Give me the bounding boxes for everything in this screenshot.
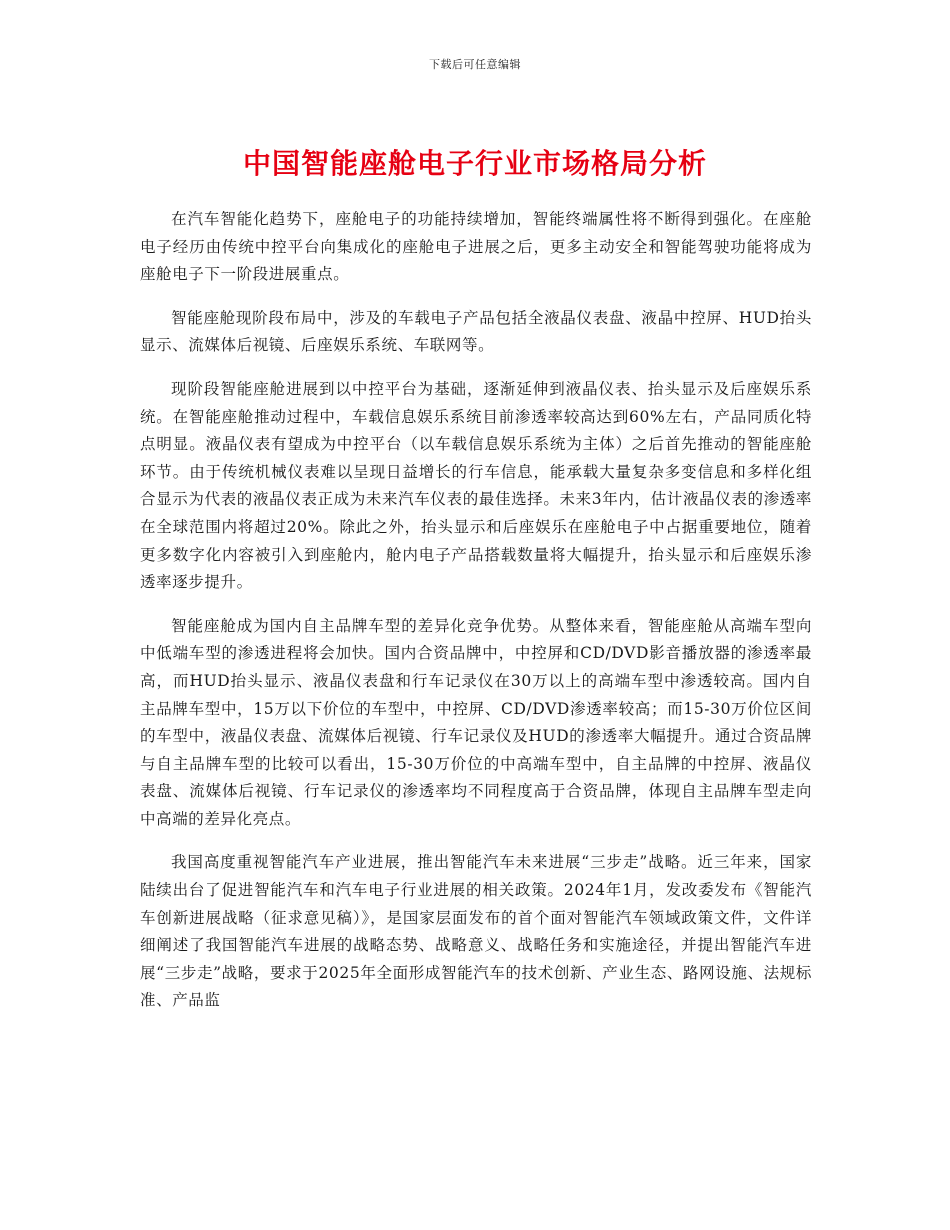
page-title: 中国智能座舱电子行业市场格局分析 xyxy=(242,147,707,180)
paragraph-1: 在汽车智能化趋势下，座舱电子的功能持续增加，智能终端属性将不断得到强化。在座舱电子经历由传统中控平台向集成化的座舱电子进展之后，更多主动安全和智能驾驶功能将成为座舱电子下一阶段进展重点。 xyxy=(140,210,812,284)
paragraph-2: 智能座舱现阶段布局中，涉及的车载电子产品包括全液晶仪表盘、液晶中控屏、HUD抬头显示、流媒体后视镜、后座娱乐系统、车联网等。 xyxy=(140,308,812,355)
header-note: 下载后可任意编辑 xyxy=(429,58,521,71)
paragraph-3: 现阶段智能座舱进展到以中控平台为基础，逐渐延伸到液晶仪表、抬头显示及后座娱乐系统。在智能座舱推动过程中，车载信息娱乐系统目前渗透率较高达到60%左右，产品同质化特点明显。液晶仪表有望成为中控平台（以车载信息娱乐系统为主体）之后首先推动的智能座舱环节。由于传统机械仪表难以呈现日益增长的行车信息，能承载大量复杂多变信息和多样化组合显示为代表的液晶仪表正成为未来汽车仪表的最佳选择。未来3年内，估计液晶仪表的渗透率在全球范围内将超过20%。除此之外，抬头显示和后座娱乐在座舱电子中占据重要地位，随着更多数字化内容被引入到座舱内，舱内电子产品搭载数量将大幅提升，抬头显示和后座娱乐渗透率逐步提升。 xyxy=(140,379,812,592)
paragraph-4: 智能座舱成为国内自主品牌车型的差异化竞争优势。从整体来看，智能座舱从高端车型向中低端车型的渗透进程将会加快。国内合资品牌中，中控屏和CD/DVD影音播放器的渗透率最高，而HUD抬头显示、液晶仪表盘和行车记录仪在30万以上的高端车型中渗透较高。国内自主品牌车型中，15万以下价位的车型中，中控屏、CD/DVD渗透率较高；而15-30万价位区间的车型中，液晶仪表盘、流媒体后视镜、行车记录仪及HUD的渗透率大幅提升。通过合资品牌与自主品牌车型的比较可以看出，15-30万价位的中高端车型中，自主品牌的中控屏、液晶仪表盘、流媒体后视镜、行车记录仪的渗透率均不同程度高于合资品牌，体现自主品牌车型走向中高端的差异化亮点。 xyxy=(140,616,812,828)
paragraph-5: 我国高度重视智能汽车产业进展，推出智能汽车未来进展“三步走”战略。近三年来，国家陆续出台了促进智能汽车和汽车电子行业进展的相关政策。2024年1月，发改委发布《智能汽车创新进展战略（征求意见稿）》，是国家层面发布的首个面对智能汽车领域政策文件，文件详细阐述了我国智能汽车进展的战略态势、战略意义、战略任务和实施途径，并提出智能汽车进展“三步走”战略，要求于2025年全面形成智能汽车的技术创新、产业生态、路网设施、法规标准、产品监 xyxy=(140,853,812,1010)
article-body xyxy=(140,206,812,1031)
